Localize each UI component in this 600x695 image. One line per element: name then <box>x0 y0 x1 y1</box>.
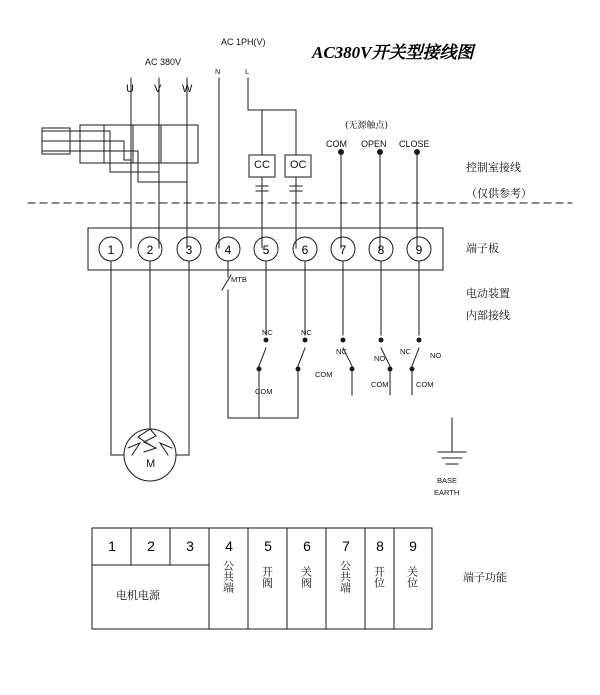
label-com: COM <box>326 139 347 149</box>
label-cc: CC <box>254 159 270 171</box>
label-internal-2: 内部接线 <box>466 309 510 322</box>
fn-num-7: 7 <box>342 538 350 554</box>
label-nc-6: NC <box>301 328 312 337</box>
label-n-terminal: N <box>215 67 221 76</box>
label-internal-1: 电动装置 <box>466 287 510 300</box>
label-phase-u: U <box>126 83 134 95</box>
fn-num-1: 1 <box>108 538 116 554</box>
fn-motor-power: 电机电源 <box>116 589 160 602</box>
label-ac380v: AC 380V <box>145 57 182 67</box>
fn-num-2: 2 <box>147 538 155 554</box>
label-open: OPEN <box>361 139 387 149</box>
label-base-earth-1: BASE <box>437 476 458 485</box>
label-terminal-board: 端子板 <box>466 242 499 255</box>
label-close: CLOSE <box>399 139 430 149</box>
terminal-1[interactable]: 1 <box>107 243 115 257</box>
fn-text-4: 公共端 <box>221 560 235 593</box>
fn-text-5: 开阀 <box>260 566 274 588</box>
label-nc-5: NC <box>262 328 273 337</box>
terminal-8[interactable]: 8 <box>377 243 385 257</box>
terminal-5[interactable]: 5 <box>262 243 270 257</box>
terminal-4[interactable]: 4 <box>224 243 232 257</box>
label-phase-w: W <box>182 83 193 95</box>
label-ac1ph: AC 1PH(V) <box>221 37 266 47</box>
label-mtb: MTB <box>231 275 247 284</box>
label-motor: M <box>146 458 156 470</box>
label-dry-contact: (无源触点) <box>345 121 389 131</box>
label-base-earth-2: EARTH <box>434 488 460 497</box>
fn-text-6: 关阀 <box>299 566 313 588</box>
terminal-7[interactable]: 7 <box>339 243 347 257</box>
fn-text-7: 公共端 <box>338 560 352 593</box>
fn-num-9: 9 <box>409 538 417 554</box>
label-terminal-function: 端子功能 <box>463 571 507 584</box>
label-com-8: COM <box>371 380 389 389</box>
fn-num-5: 5 <box>264 538 272 554</box>
fn-num-3: 3 <box>186 538 194 554</box>
label-no-8: NO <box>374 354 386 363</box>
fn-text-8: 开位 <box>372 566 386 588</box>
label-com-5: COM <box>255 387 273 396</box>
page-title: AC380V开关型接线图 <box>312 43 474 62</box>
fn-num-4: 4 <box>225 538 233 554</box>
terminal-3[interactable]: 3 <box>185 243 193 257</box>
terminal-6[interactable]: 6 <box>301 243 309 257</box>
label-oc: OC <box>290 159 307 171</box>
label-com-9: COM <box>416 380 434 389</box>
fn-num-6: 6 <box>303 538 311 554</box>
label-control-room-2: （仅供参考） <box>466 187 532 200</box>
label-no-9b: NO <box>430 351 442 360</box>
label-nc-9: NC <box>400 347 411 356</box>
label-nc-7: NC <box>336 347 347 356</box>
fn-text-9: 关位 <box>405 566 419 588</box>
label-l-terminal: L <box>245 67 250 76</box>
label-phase-v: V <box>154 83 162 95</box>
label-com-6: COM <box>315 370 333 379</box>
terminal-9[interactable]: 9 <box>415 243 423 257</box>
terminal-2[interactable]: 2 <box>146 243 154 257</box>
label-control-room-1: 控制室接线 <box>466 161 521 174</box>
fn-num-8: 8 <box>376 538 384 554</box>
